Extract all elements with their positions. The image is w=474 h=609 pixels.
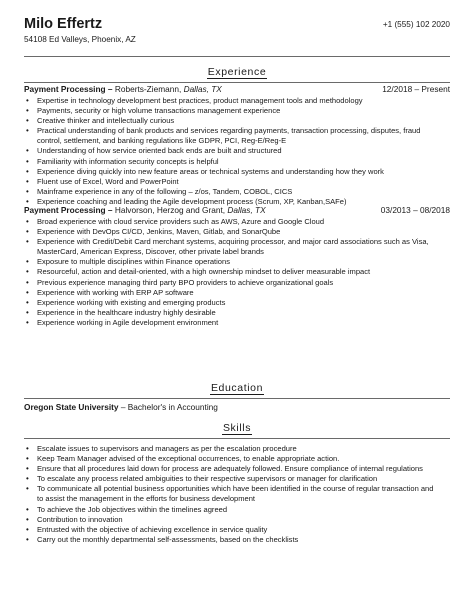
list-item: • Experience coaching and leading the Agile development process (Scrum, XP, Kanban,SAFe) (24, 197, 450, 207)
job-header: Payment Processing – Halvorson, Herzog and Grant, Dallas, TX 03/2013 – 08/2018 (24, 205, 450, 215)
job-dates: 12/2018 – Present (382, 84, 450, 94)
list-item: • Exposure to multiple disciplines within Finance operations (24, 257, 450, 267)
list-item: • Carry out the monthly departmental self-assessments, based on the checklists (24, 535, 450, 545)
list-item: • Experience with DevOps CI/CD, Jenkins, Maven, Gitlab, and SonarQube (24, 227, 450, 237)
list-item: • Fluent use of Excel, Word and PowerPoint (24, 177, 450, 187)
job-location: Dallas, TX (183, 84, 222, 94)
list-item: • Creative thinker and intellectually curious (24, 116, 450, 126)
list-item: • Previous experience managing third party BPO providers to achieve organizational goals (24, 278, 450, 288)
list-item: • Resourceful, action and detail-oriented, with a high ownership mindset to deliver measurable impact (24, 267, 450, 277)
list-item: • Payments, security or high volume transactions management experience (24, 106, 450, 116)
job-location: Dallas, TX (227, 205, 266, 215)
list-item: to assist the management in the efforts for business development (37, 494, 256, 504)
list-item: • Keep Team Manager advised of the exceptional occurrences, to enable appropriate action. (24, 454, 450, 464)
school-name: Oregon State University (24, 402, 119, 412)
degree: Bachelor's in Accounting (127, 402, 218, 412)
list-item: • Experience working in Agile development environment (24, 318, 450, 328)
education-entry: Oregon State University – Bachelor's in Accounting (24, 402, 218, 412)
list-item: • Broad experience with cloud service providers such as AWS, Azure and Google Cloud (24, 217, 450, 227)
list-item: control, settlement, and banking regulations like GDPR, PCI, Reg-E/Reg-E (37, 136, 287, 146)
skills-divider (24, 438, 450, 439)
job-title: Payment Processing (24, 84, 106, 94)
list-item: • Expertise in technology development best practices, product management tools and methodology (24, 96, 450, 106)
list-item: • To escalate any process related ambiguities to their respective supervisors or manager for clarification (24, 474, 450, 484)
job-company: Roberts-Ziemann, (114, 84, 184, 94)
list-item: • Understanding of how service oriented back ends are built and structured (24, 146, 450, 156)
candidate-address: 54108 Ed Valleys, Phoenix, AZ (24, 35, 136, 44)
job-bullets (24, 217, 450, 328)
list-item: • Experience in the healthcare industry highly desirable (24, 308, 450, 318)
list-item: • Contribution to innovation (24, 515, 450, 525)
education-divider (24, 398, 450, 399)
resume-header (24, 16, 450, 45)
candidate-phone: +1 (555) 102 2020 (382, 20, 450, 29)
list-item: • Ensure that all procedures laid down for process are adequately followed. Ensure compliance of internal regulations (24, 464, 450, 474)
job-header: Payment Processing – Roberts-Ziemann, Dallas, TX 12/2018 – Present (24, 84, 450, 94)
candidate-name: Milo Effertz (24, 16, 103, 32)
list-item: • Experience working with existing and emerging products (24, 298, 450, 308)
job-bullets (24, 96, 450, 207)
job-dates: 03/2013 – 08/2018 (380, 205, 450, 215)
list-item: • To communicate all potential business opportunities which have been identified in the course of regular transaction and (24, 484, 450, 494)
job-title: Payment Processing (24, 205, 106, 215)
list-item: MasterCard, American Express, Discover, other private label brands (37, 247, 264, 257)
skills-heading: Skills (222, 422, 252, 434)
list-item: • Familiarity with information security concepts is helpful (24, 157, 450, 167)
list-item: • Mainframe experience in any of the following – z/os, Tandem, COBOL, CICS (24, 187, 450, 197)
experience-heading: Experience (207, 66, 267, 78)
header-divider (24, 56, 450, 57)
list-item: • Experience with working with ERP AP software (24, 288, 450, 298)
list-item: • Experience with Credit/Debit Card merchant systems, acquiring processor, and major card associations such as Visa, (24, 237, 450, 247)
education-heading: Education (210, 382, 264, 394)
list-item: • Experience diving quickly into new feature areas or technical systems and understanding how they work (24, 167, 450, 177)
job-company: Halvorson, Herzog and Grant, (114, 205, 228, 215)
experience-divider (24, 82, 450, 83)
list-item: • To achieve the Job objectives within the timelines agreed (24, 505, 450, 515)
list-item: • Practical understanding of bank products and services regarding payments, transaction processing, disputes, fraud (24, 126, 450, 136)
list-item: • Escalate issues to supervisors and managers as per the escalation procedure (24, 444, 450, 454)
skills-list (24, 444, 450, 545)
list-item: • Entrusted with the objective of achieving excellence in service quality (24, 525, 450, 535)
